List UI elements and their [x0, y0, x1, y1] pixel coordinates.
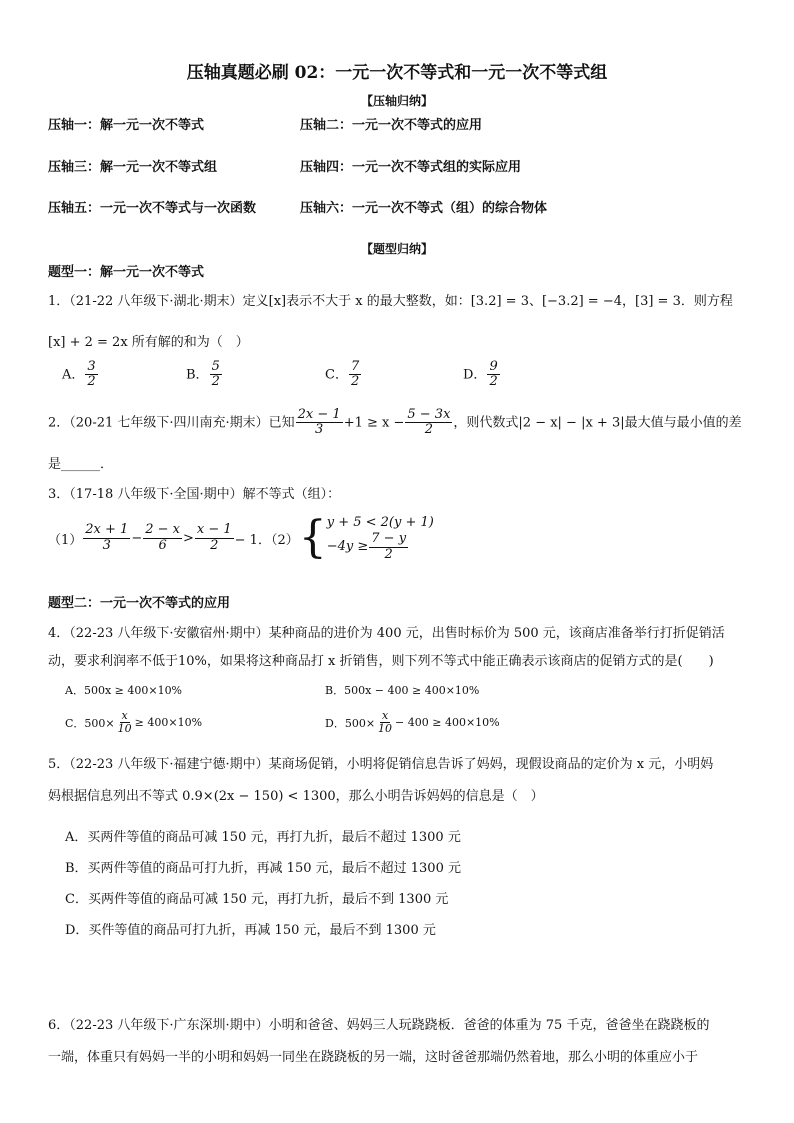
q2-stem-line1: 2．（20-21 七年级下·四川南充·期末）已知 $\frac{2x - 1}{3}$ +1 ≥ x − $\frac{5 - 3x}{2}$ ，则代数式|2 − x| − |x + 3|最大值与最小值的差 [48, 407, 742, 438]
q1-stem-line1: 1．（21-22 八年级下·湖北·期末）定义[x]表示不大于 x 的最大整数，如：[3.2] = 3、[−3.2] = −4，[3] = 3．则方程 [48, 294, 733, 309]
q1-stem-line2: [x] + 2 = 2x 所有解的和为（ ） [48, 335, 249, 350]
q3-system: y + 5 < 2(y + 1) −4y ≥ $\frac{7 - y}{2}$ [326, 515, 434, 562]
q4-stem-line1: 4．（22-23 八年级下·安徽宿州·期中）某种商品的进价为 400 元，出售时标价为 500 元，该商店准备举行打折促销活 [48, 626, 725, 641]
q4-option-d: D．500× $\frac{x}{10}$ − 400 ≥ 400×10% [325, 709, 500, 736]
q5-option-d: D．买件等值的商品可打九折，再减 150 元，最后不到 1300 元 [65, 923, 436, 938]
section-heading-types: 【题型归纳】 [360, 242, 433, 256]
q6-stem-line1: 6．（22-23 八年级下·广东深圳·期中）小明和爸爸、妈妈三人玩跷跷板．爸爸的体重为 75 千克，爸爸坐在跷跷板的 [48, 1018, 710, 1033]
q1-option-b: B． $\frac{5}{2}$ [186, 359, 220, 390]
q4-option-a: A．500x ≥ 400×10% [65, 684, 183, 697]
system-brace: { [298, 512, 327, 563]
q4-option-c: C．500× $\frac{x}{10}$ ≥ 400×10% [65, 709, 203, 736]
axis-1: 压轴一：解一元一次不等式 [48, 118, 205, 133]
type2-heading: 题型二：一元一次不等式的应用 [48, 596, 231, 611]
axis-5: 压轴五：一元一次不等式与一次函数 [48, 201, 257, 216]
axis-4: 压轴四：一元一次不等式组的实际应用 [300, 160, 522, 175]
q2-stem-line2: 是______． [48, 457, 114, 472]
q6-stem-line2: 一端，体重只有妈妈一半的小明和妈妈一同坐在跷跷板的另一端，这时爸爸那端仍然着地，那么小明的体重应小于 [48, 1050, 699, 1065]
axis-6: 压轴六：一元一次不等式（组）的综合物体 [300, 201, 548, 216]
q5-option-c: C．买两件等值的商品可减 150 元，再打九折，最后不到 1300 元 [65, 892, 449, 907]
q1-option-a: A． $\frac{3}{2}$ [62, 359, 96, 390]
q3-parts: （1） $\frac{2x + 1}{3}$ − $\frac{2 - x}{6}$ > $\frac{x - 1}{2}$ − 1．（2） { y + 5 < 2(y + 1) −4y ≥ $\frac{7 - y}{2}$ [48, 512, 434, 563]
q5-option-a: A．买两件等值的商品可减 150 元，再打九折，最后不超过 1300 元 [65, 830, 461, 845]
q5-option-b: B．买两件等值的商品可打九折，再减 150 元，最后不超过 1300 元 [65, 861, 461, 876]
type1-heading: 题型一：解一元一次不等式 [48, 265, 205, 280]
q1-option-c: C． $\frac{7}{2}$ [325, 359, 360, 390]
page-title: 压轴真题必刷 02：一元一次不等式和一元一次不等式组 [186, 63, 608, 83]
q1-option-d: D． $\frac{9}{2}$ [463, 359, 498, 390]
q4-option-b: B．500x − 400 ≥ 400×10% [325, 684, 480, 697]
q5-stem-line1: 5．（22-23 八年级下·福建宁德·期中）某商场促销，小明将促销信息告诉了妈妈，现假设商品的定价为 x 元，小明妈 [48, 757, 714, 772]
q5-stem-line2: 妈根据信息列出不等式 0.9×(2x − 150) < 1300，那么小明告诉妈妈的信息是（ ） [48, 789, 544, 804]
axis-3: 压轴三：解一元一次不等式组 [48, 160, 218, 175]
axis-2: 压轴二：一元一次不等式的应用 [300, 118, 483, 133]
q4-stem-line2: 动，要求利润率不低于10%，如果将这种商品打 x 折销售，则下列不等式中能正确表示该商店的促销方式的是( ) [48, 654, 714, 669]
section-heading-summary: 【压轴归纳】 [360, 94, 433, 108]
q3-stem: 3．（17-18 八年级下·全国·期中）解不等式（组）： [48, 487, 341, 502]
